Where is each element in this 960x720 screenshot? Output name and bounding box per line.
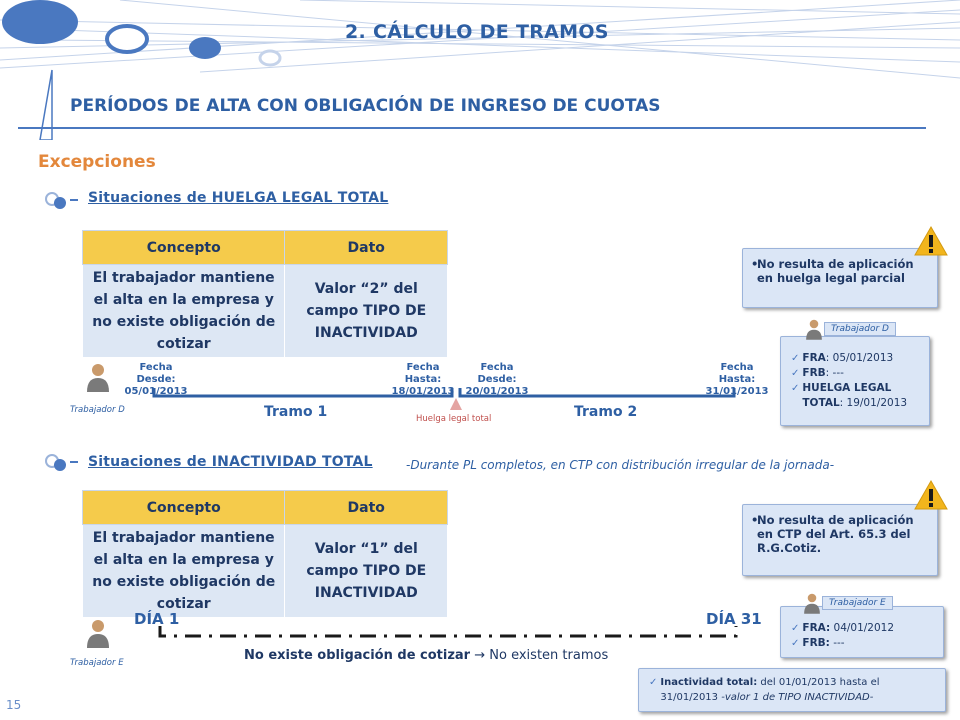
person-icon bbox=[84, 618, 112, 648]
check-icon: ✓ bbox=[791, 353, 800, 364]
date-value: 05/01/2013 bbox=[124, 386, 188, 397]
tramo-2-label: Tramo 2 bbox=[574, 404, 638, 420]
section-title: Excepciones bbox=[38, 152, 156, 172]
fra-row bbox=[791, 621, 935, 636]
worker-e-label: Trabajador E bbox=[70, 658, 124, 668]
date-value: 31/01/2013 bbox=[705, 386, 769, 397]
bullet-icon bbox=[44, 190, 82, 212]
check-icon: ✓ bbox=[791, 383, 800, 394]
warning-icon bbox=[914, 480, 948, 510]
huelga-note-box bbox=[742, 248, 938, 308]
table-row bbox=[83, 525, 448, 618]
frb-row bbox=[791, 366, 921, 381]
table-header-concepto: Concepto bbox=[83, 231, 285, 265]
arrow-right-icon: → bbox=[474, 648, 486, 663]
inactividad-total-label: Inactividad total: bbox=[660, 677, 758, 688]
table-header-dato: Dato bbox=[285, 491, 448, 525]
date-value: 20/01/2013 bbox=[465, 386, 529, 397]
worker-d-info-box bbox=[780, 336, 930, 426]
table-header-concepto: Concepto bbox=[83, 491, 285, 525]
caption-bold: No existe obligación de cotizar bbox=[244, 648, 471, 663]
slide-title: 2. CÁLCULO DE TRAMOS bbox=[345, 21, 609, 43]
warning-icon bbox=[914, 226, 948, 256]
inactividad-table bbox=[82, 490, 448, 618]
frb-row bbox=[791, 636, 935, 651]
check-icon: ✓ bbox=[649, 677, 658, 688]
frb-label: FRB bbox=[802, 367, 826, 379]
date-label: Fecha Hasta: bbox=[404, 362, 442, 385]
check-icon: ✓ bbox=[791, 623, 800, 634]
bullet-dot-icon: • bbox=[751, 513, 759, 527]
cell-dato: Valor “1” del campo TIPO DE INACTIVIDAD bbox=[285, 525, 448, 618]
worker-d-tag: Trabajador D bbox=[824, 322, 896, 336]
caption-rest: No existen tramos bbox=[485, 648, 609, 663]
date-label: Fecha Hasta: bbox=[718, 362, 756, 385]
person-icon bbox=[804, 318, 824, 340]
frb-value: --- bbox=[829, 637, 845, 649]
frb-value: : --- bbox=[825, 367, 844, 379]
person-icon bbox=[84, 362, 112, 392]
cell-dato: Valor “2” del campo TIPO DE INACTIVIDAD bbox=[285, 265, 448, 358]
inactividad-total-box bbox=[638, 668, 946, 712]
dia-end-label: DÍA 31 bbox=[706, 610, 762, 628]
date-value: 18/01/2013 bbox=[391, 386, 455, 397]
date-label: Fecha Desde: bbox=[477, 362, 517, 385]
inactividad-note-box bbox=[742, 504, 938, 576]
inactividad-total-value: del 01/01/2013 hasta el 31/01/2013 bbox=[660, 677, 880, 703]
page-number: 15 bbox=[6, 698, 22, 712]
header-divider bbox=[18, 127, 926, 129]
table-row bbox=[83, 265, 448, 358]
huelga-table bbox=[82, 230, 448, 358]
inactividad-note-inline: -Durante PL completos, en CTP con distribución irregular de la jornada- bbox=[406, 458, 835, 472]
fra-value: : 05/01/2013 bbox=[825, 352, 894, 364]
fra-row bbox=[791, 351, 921, 366]
dashed-bracket bbox=[156, 624, 742, 640]
huelga-total-value: : 19/01/2013 bbox=[839, 397, 908, 409]
worker-d-label: Trabajador D bbox=[70, 405, 125, 415]
dia-start-label: DÍA 1 bbox=[134, 610, 180, 628]
worker-e-tag: Trabajador E bbox=[822, 596, 893, 610]
bullet-icon bbox=[44, 452, 82, 474]
huelga-total-label: HUELGA LEGAL TOTAL bbox=[802, 382, 892, 409]
fra-value: 04/01/2012 bbox=[830, 622, 895, 634]
inactividad-total-suffix: -valor 1 de TIPO INACTIVIDAD- bbox=[718, 692, 874, 703]
bullet-dot-icon: • bbox=[751, 257, 759, 271]
slide-subtitle: PERÍODOS DE ALTA CON OBLIGACIÓN DE INGRESO DE CUOTAS bbox=[70, 96, 661, 116]
inactividad-note-text: No resulta de aplicación en CTP del Art. 65.3 del R.G.Cotiz. bbox=[757, 513, 914, 555]
cell-concepto: El trabajador mantiene el alta en la empresa y no existe obligación de cotizar bbox=[83, 265, 285, 358]
cell-concepto: El trabajador mantiene el alta en la empresa y no existe obligación de cotizar bbox=[83, 525, 285, 618]
date-label: Fecha Desde: bbox=[136, 362, 176, 385]
inactividad-row bbox=[649, 675, 937, 705]
fra-label: FRA: bbox=[802, 622, 831, 634]
inactividad-situation-label: Situaciones de INACTIVIDAD TOTAL bbox=[88, 454, 373, 470]
huelga-row bbox=[791, 381, 921, 411]
fra-label: FRA bbox=[802, 352, 826, 364]
tramo-1-label: Tramo 1 bbox=[264, 404, 328, 420]
person-icon bbox=[802, 592, 822, 614]
check-icon: ✓ bbox=[791, 368, 800, 379]
frb-label: FRB: bbox=[802, 637, 830, 649]
huelga-note-text: No resulta de aplicación en huelga legal parcial bbox=[757, 257, 914, 285]
huelga-marker-label: Huelga legal total bbox=[416, 414, 492, 424]
huelga-situation-label: Situaciones de HUELGA LEGAL TOTAL bbox=[88, 190, 389, 206]
no-obligacion-caption bbox=[244, 648, 608, 663]
table-header-dato: Dato bbox=[285, 231, 448, 265]
check-icon: ✓ bbox=[791, 638, 800, 649]
